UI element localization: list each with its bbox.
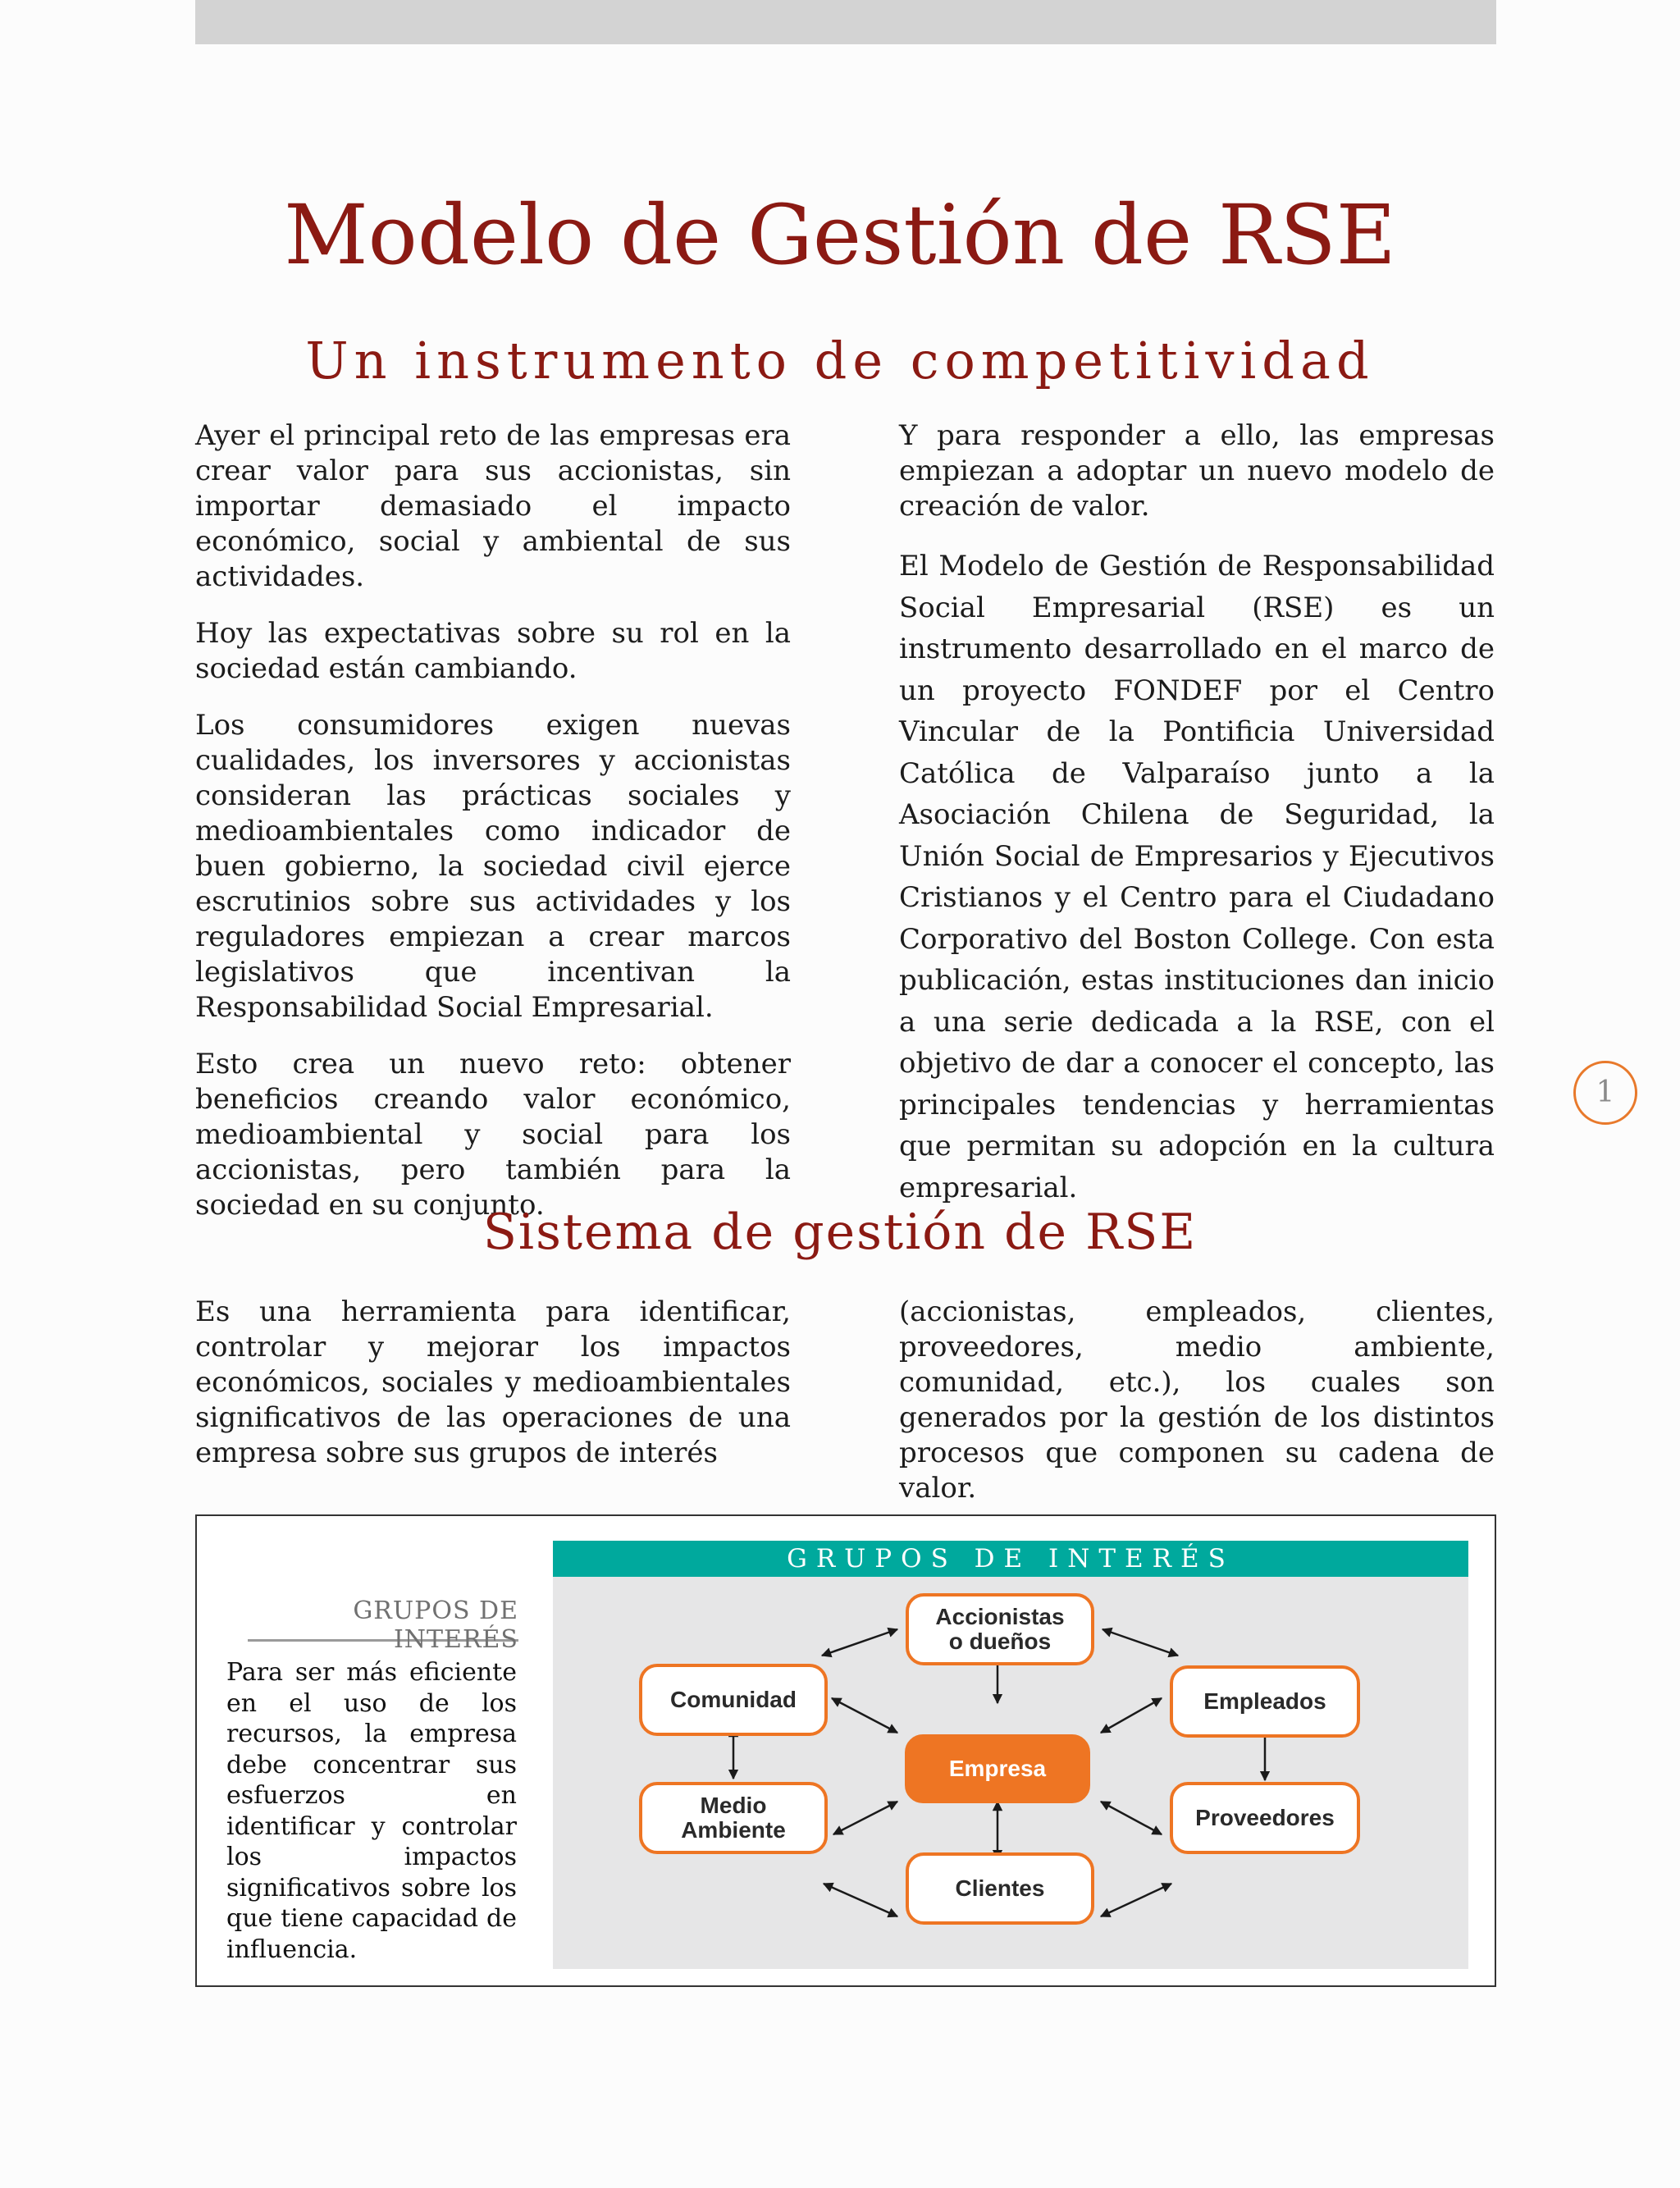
intro-paragraph: Los consumidores exigen nuevas cualidades, los inversores y accionistas consideran las prácticas sociales y medioambientales como indicador de buen gobierno, la sociedad civil ejerce escrutinios sobre sus actividades y los reguladores empiezan a crear marcos legislativos que incentivan la Responsabilidad Social Empresarial.: [195, 709, 791, 1024]
arrow-medioambiente-clientes: [824, 1884, 897, 1916]
node-empleados: Empleados: [1170, 1665, 1360, 1738]
intro-paragraph: Esto crea un nuevo reto: obtener beneficios creando valor económico, medioambiental y social para los accionistas, pero también para la sociedad en su conjunto.: [195, 1048, 791, 1222]
figure-side-text: Para ser más eficiente en el uso de los recursos, la empresa debe concentrar sus esfuerzos en identificar y controlar los impactos significativos sobre los que tiene capacidad de influencia.: [226, 1658, 517, 1964]
section-paragraph: Es una herramienta para identificar, controlar y mejorar los impactos económicos, sociales y medioambientales significativos de las operaciones de una empresa sobre sus grupos de interés: [195, 1295, 791, 1469]
node-clientes: Clientes: [906, 1852, 1094, 1925]
diagram-title: GRUPOS DE INTERÉS: [553, 1541, 1468, 1577]
page-number-badge: 1: [1573, 1061, 1637, 1125]
arrow-accionistas-empleados: [1102, 1629, 1178, 1656]
top-gray-bar: [195, 0, 1496, 44]
arrow-comunidad-empresa: [832, 1698, 897, 1733]
page-title: Modelo de Gestión de RSE: [284, 187, 1396, 283]
figure-side-title: GRUPOS DE INTERÉS: [248, 1596, 518, 1642]
intro-paragraph: Ayer el principal reto de las empresas era crear valor para sus accionistas, sin importar demasiado el impacto económico, social y ambiental de sus actividades.: [195, 419, 791, 593]
stakeholder-figure: [195, 1514, 1496, 1987]
node-proveedores: Proveedores: [1170, 1782, 1360, 1854]
section-left-column: [195, 1295, 791, 1492]
arrow-empleados-empresa: [1101, 1698, 1162, 1733]
arrow-medioambiente-empresa: [833, 1802, 897, 1834]
intro-paragraph: Hoy las expectativas sobre su rol en la sociedad están cambiando.: [195, 617, 791, 685]
intro-right-column: [899, 418, 1495, 1230]
intro-paragraph: El Modelo de Gestión de Responsabilidad Social Empresarial (RSE) es un instrumento desarrollado en el marco de un proyecto FONDEF por el Centro Vincular de la Pontificia Universidad Católica de Valparaíso junto a la Asociación Chilena de Seguridad, la Unión Social de Empresarios y Ejecutivos Cristianos y el Centro para el Ciudadano Corporativo del Boston College. Con esta publicación, estas instituciones dan inicio a una serie dedicada a la RSE, con el objetivo de dar a conocer el concepto, las principales tendencias y herramientas que permitan su adopción en la cultura empresarial.: [899, 550, 1495, 1204]
stakeholder-diagram: [553, 1541, 1468, 1969]
node-comunidad: Comunidad: [639, 1664, 828, 1736]
section-paragraph: (accionistas, empleados, clientes, proveedores, medio ambiente, comunidad, etc.), los cuales son generados por la gestión de los distintos procesos que componen su cadena de valor.: [899, 1295, 1495, 1505]
section-title: Sistema de gestión de RSE: [482, 1204, 1198, 1261]
node-medio-ambiente: Medio Ambiente: [639, 1782, 828, 1854]
intro-paragraph: Y para responder a ello, las empresas empiezan a adoptar un nuevo modelo de creación de valor.: [899, 419, 1495, 523]
arrow-proveedores-clientes: [1101, 1884, 1171, 1916]
arrow-accionistas-comunidad: [822, 1629, 897, 1656]
node-empresa: Empresa: [905, 1734, 1090, 1803]
node-accionistas: Accionistas o dueños: [906, 1593, 1094, 1665]
intro-left-column: [195, 418, 791, 1245]
section-right-column: [899, 1295, 1495, 1528]
page-subtitle: Un instrumento de competitividad: [305, 331, 1375, 391]
arrow-proveedores-empresa: [1101, 1802, 1162, 1834]
